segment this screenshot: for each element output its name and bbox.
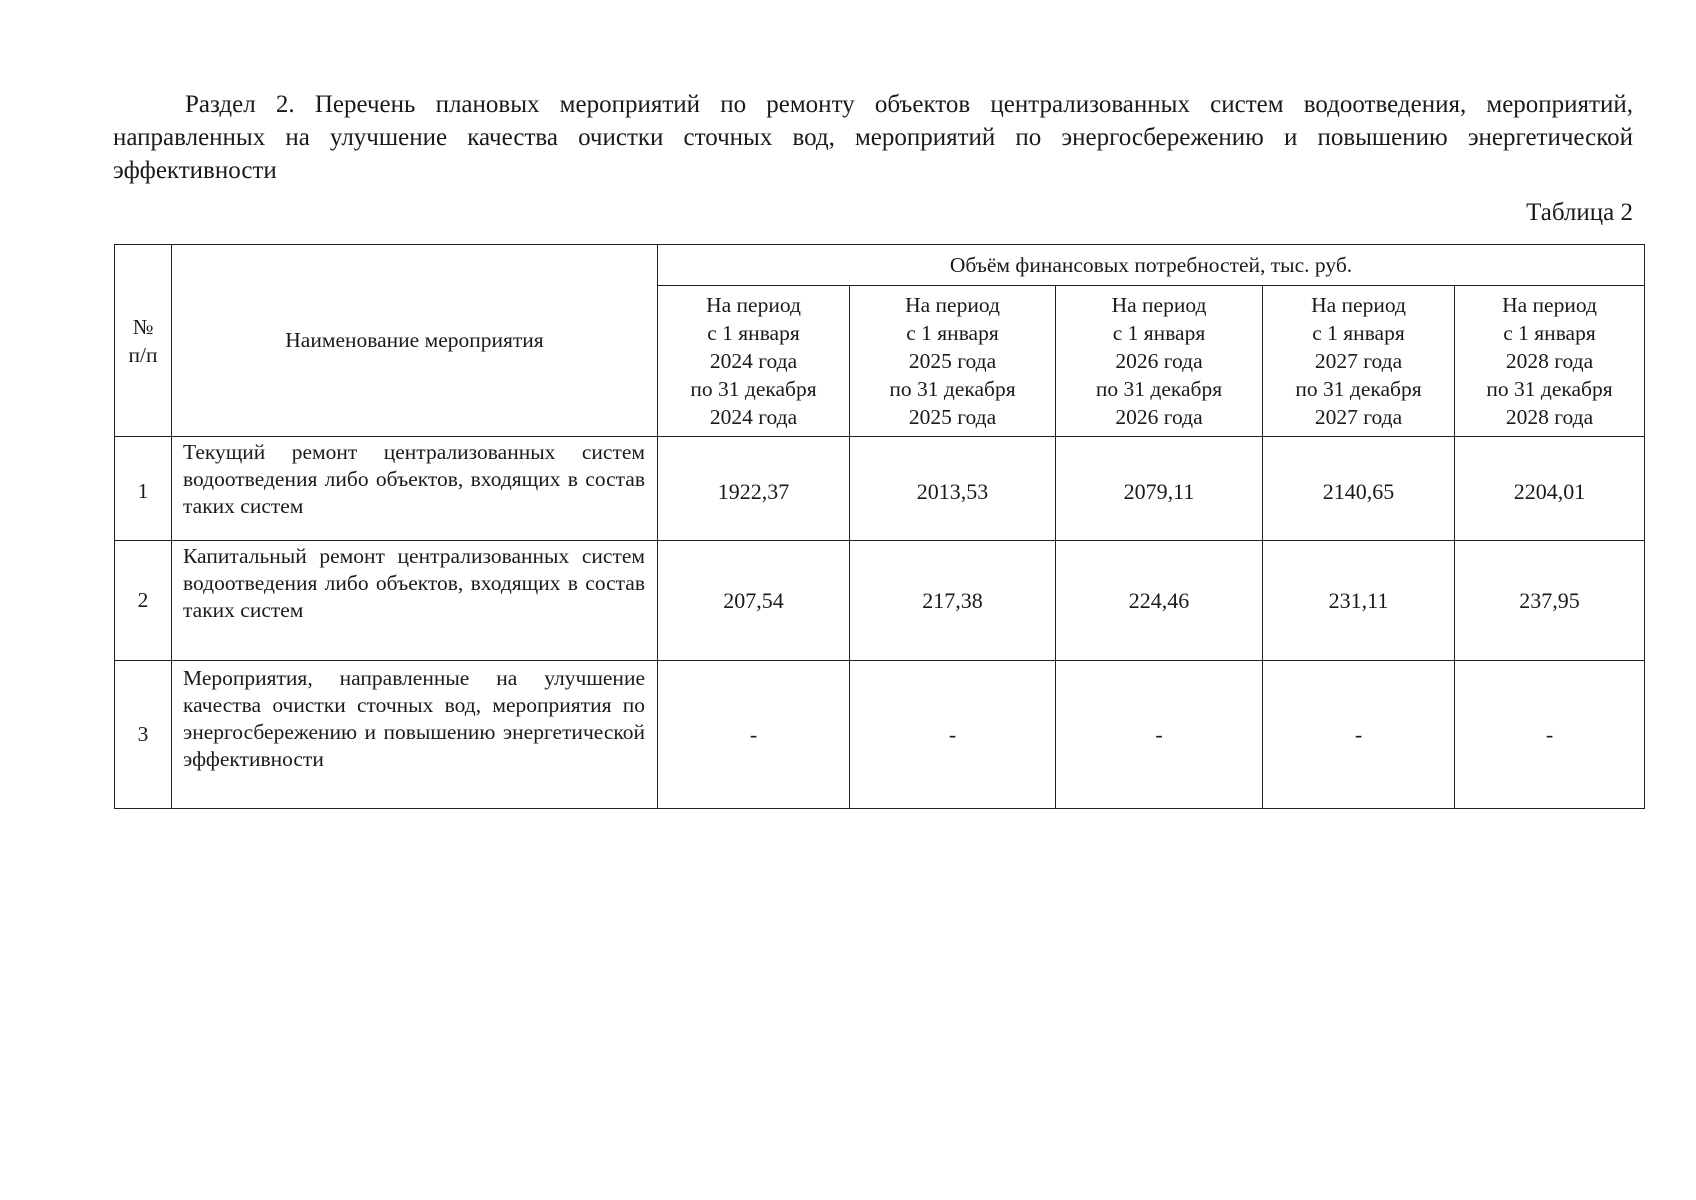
activity-name: Мероприятия, направленные на улучшение качества очистки сточных вод, мероприятия по энергосбережению и повышению энергетической эффективности: [172, 661, 658, 809]
row-number: 2: [115, 541, 172, 661]
column-header-period-2027: [1263, 286, 1455, 437]
column-header-number-symbol: №: [132, 314, 154, 339]
value-cell: -: [1455, 661, 1645, 809]
value-cell: 207,54: [658, 541, 850, 661]
column-header-number-abbr: п/п: [128, 342, 158, 367]
value-cell: 2013,53: [850, 437, 1056, 541]
period-line: На период: [1311, 293, 1406, 317]
value-cell: 2140,65: [1263, 437, 1455, 541]
value-cell: 224,46: [1056, 541, 1263, 661]
period-line: 2028 года: [1505, 349, 1594, 373]
financial-needs-table: [114, 244, 1645, 809]
column-header-name: Наименование мероприятия: [172, 245, 658, 437]
period-line: с 1 января: [906, 321, 999, 345]
activity-name: Текущий ремонт централизованных систем водоотведения либо объектов, входящих в состав таких систем: [172, 437, 658, 541]
column-header-period-2028: [1455, 286, 1645, 437]
section-heading: Раздел 2. Перечень плановых мероприятий по ремонту объектов централизованных систем водоотведения, мероприятий, направленных на улучшение качества очистки сточных вод, мероприятий по энергосбережению и повышению энергетической эффективности: [113, 91, 1633, 184]
period-line: На период: [905, 293, 1000, 317]
value-cell: 2204,01: [1455, 437, 1645, 541]
period-line: 2025 года: [908, 349, 997, 373]
column-header-period-2026: [1056, 286, 1263, 437]
period-line: с 1 января: [1503, 321, 1596, 345]
period-line: 2026 года: [1115, 405, 1203, 429]
value-cell: 217,38: [850, 541, 1056, 661]
period-line: 2027 года: [1314, 405, 1403, 429]
period-line: по 31 декабря: [889, 377, 1016, 401]
period-line: 2028 года: [1505, 405, 1594, 429]
table-row: [115, 437, 1645, 541]
period-line: 2025 года: [908, 405, 997, 429]
column-group-header-financial-needs: Объём финансовых потребностей, тыс. руб.: [658, 245, 1645, 286]
value-cell: -: [658, 661, 850, 809]
table-row: [115, 541, 1645, 661]
value-cell: 1922,37: [658, 437, 850, 541]
value-cell: -: [1263, 661, 1455, 809]
period-line: по 31 декабря: [1295, 377, 1422, 401]
period-line: На период: [706, 293, 801, 317]
period-line: 2026 года: [1115, 349, 1203, 373]
period-line: 2024 года: [709, 405, 798, 429]
value-cell: -: [850, 661, 1056, 809]
activity-name: Капитальный ремонт централизованных систем водоотведения либо объектов, входящих в состав таких систем: [172, 541, 658, 661]
period-line: по 31 декабря: [1095, 377, 1223, 401]
period-line: с 1 января: [707, 321, 800, 345]
value-cell: 237,95: [1455, 541, 1645, 661]
row-number: 1: [115, 437, 172, 541]
period-line: с 1 января: [1312, 321, 1405, 345]
column-header-period-2024: [658, 286, 850, 437]
period-line: по 31 декабря: [690, 377, 817, 401]
table-row: [115, 661, 1645, 809]
value-cell: 231,11: [1263, 541, 1455, 661]
row-number: 3: [115, 661, 172, 809]
column-header-period-2025: [850, 286, 1056, 437]
column-header-number: [115, 245, 172, 437]
period-line: с 1 января: [1112, 321, 1206, 345]
value-cell: 2079,11: [1056, 437, 1263, 541]
value-cell: -: [1056, 661, 1263, 809]
period-line: На период: [1111, 293, 1207, 317]
period-line: 2027 года: [1314, 349, 1403, 373]
period-line: 2024 года: [709, 349, 798, 373]
period-line: На период: [1502, 293, 1597, 317]
period-line: по 31 декабря: [1486, 377, 1613, 401]
table-label: Таблица 2: [1526, 199, 1633, 226]
